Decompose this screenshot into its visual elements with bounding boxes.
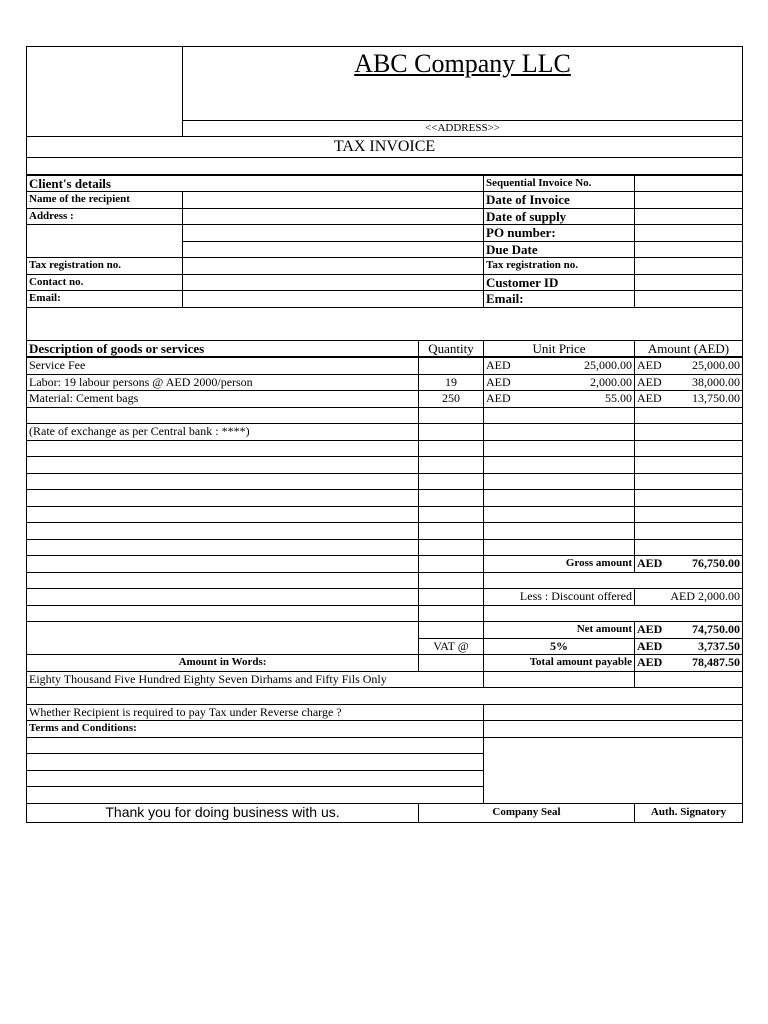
amount-in-words-label: Amount in Words: [27,655,419,672]
item-quantity: 19 [419,374,484,391]
company-trn-label: Tax registration no. [484,258,635,275]
table-row [27,407,743,424]
currency-code: AED [637,556,663,571]
customer-id-label: Customer ID [484,274,635,291]
terms-line[interactable] [27,770,484,787]
seal-signature-area [484,737,743,803]
seq-invoice-label: Sequential Invoice No. [484,175,635,192]
address-label: Address : [27,208,183,225]
net-amount-label: Net amount [484,622,635,639]
currency-code: AED [486,358,511,373]
terms-label: Terms and Conditions: [27,721,484,738]
unit-price-value: 25,000.00 [584,358,632,373]
amount-value: 13,750.00 [692,391,741,406]
terms-line[interactable] [27,737,484,754]
company-trn-value[interactable] [635,258,743,275]
logo-box [27,47,183,137]
seq-invoice-value[interactable] [635,175,743,192]
item-description: Labor: 19 labour persons @ AED 2000/person [27,374,419,391]
exchange-rate-note: (Rate of exchange as per Central bank : ****) [27,424,419,441]
po-number-label: PO number: [484,225,635,242]
amount-value: 38,000.00 [692,374,741,389]
client-email-label: Email: [27,291,183,308]
contact-value[interactable] [183,274,484,291]
item-unit-price [484,391,635,408]
net-amount-value [635,622,743,639]
reverse-charge-answer[interactable] [484,704,743,721]
spacer-row [27,307,743,340]
recipient-label: Name of the recipient [27,192,183,209]
table-row [27,506,743,523]
amount-value: 25,000.00 [692,358,741,373]
table-row [27,473,743,490]
reverse-charge-question: Whether Recipient is required to pay Tax under Reverse charge ? [27,704,484,721]
document-title: TAX INVOICE [27,137,743,158]
table-row [27,391,743,408]
col-quantity-header: Quantity [419,340,484,357]
table-row [27,490,743,507]
vat-rate: 5% [484,638,635,655]
address-value-2[interactable] [183,225,484,242]
amount-in-words-text: Eighty Thousand Five Hundred Eighty Seven Dirhams and Fifty Fils Only [27,671,484,688]
col-unit-price-header: Unit Price [484,340,635,357]
table-row [27,374,743,391]
meta-email-label: Email: [484,291,635,308]
item-amount [635,391,743,408]
item-unit-price [484,374,635,391]
table-row [27,424,743,441]
item-amount [635,374,743,391]
supply-date-value[interactable] [635,208,743,225]
table-row [27,457,743,474]
total-payable-label: Total amount payable [484,655,635,672]
client-trn-label: Tax registration no. [27,258,183,275]
table-row [27,440,743,457]
thank-you-message: Thank you for doing business with us. [27,803,419,822]
net-amount-number: 74,750.00 [692,622,741,637]
currency-code: AED [637,391,662,406]
invoice-table [26,46,743,823]
vat-label: VAT @ [419,638,484,655]
item-description: Service Fee [27,357,419,374]
table-row [27,523,743,540]
spacer-row [27,158,743,175]
gross-amount-value [635,556,743,573]
due-date-label: Due Date [484,241,635,258]
col-amount-header: Amount (AED) [635,340,743,357]
item-amount [635,357,743,374]
client-email-value[interactable] [183,291,484,308]
total-payable-number: 78,487.50 [692,655,741,670]
gross-amount-label: Gross amount [484,556,635,573]
supply-date-label: Date of supply [484,208,635,225]
contact-label: Contact no. [27,274,183,291]
invoice-sheet [26,46,742,823]
currency-code: AED [637,655,663,670]
company-name: ABC Company LLC [183,47,743,121]
customer-id-value[interactable] [635,274,743,291]
due-date-value[interactable] [635,241,743,258]
table-row [27,357,743,374]
item-description: Material: Cement bags [27,391,419,408]
gross-amount-number: 76,750.00 [692,556,741,571]
invoice-date-value[interactable] [635,192,743,209]
address-label-spacer [27,225,183,258]
company-seal-label: Company Seal [419,803,635,822]
vat-amount-number: 3,737.50 [698,638,741,653]
currency-code: AED [637,638,663,653]
address-value-1[interactable] [183,208,484,225]
currency-code: AED [486,374,511,389]
invoice-date-label: Date of Invoice [484,192,635,209]
total-payable-value [635,655,743,672]
recipient-value[interactable] [183,192,484,209]
client-trn-value[interactable] [183,258,484,275]
discount-label: Less : Discount offered [484,589,635,606]
address-value-3[interactable] [183,241,484,258]
client-section-title: Client's details [27,175,484,192]
po-number-value[interactable] [635,225,743,242]
terms-line[interactable] [27,754,484,771]
unit-price-value: 55.00 [605,391,632,406]
currency-code: AED [637,622,663,637]
table-row [27,539,743,556]
currency-code: AED [486,391,511,406]
spacer-row [27,688,743,705]
auth-signatory-label: Auth. Signatory [635,803,743,822]
unit-price-value: 2,000.00 [590,374,632,389]
item-quantity [419,357,484,374]
terms-line[interactable] [27,787,484,804]
item-quantity: 250 [419,391,484,408]
vat-value [635,638,743,655]
meta-email-value[interactable] [635,291,743,308]
col-description-header: Description of goods or services [27,340,419,357]
currency-code: AED [637,358,662,373]
company-address: <<ADDRESS>> [183,121,743,137]
item-unit-price [484,357,635,374]
discount-value: AED 2,000.00 [635,589,743,606]
currency-code: AED [637,374,662,389]
